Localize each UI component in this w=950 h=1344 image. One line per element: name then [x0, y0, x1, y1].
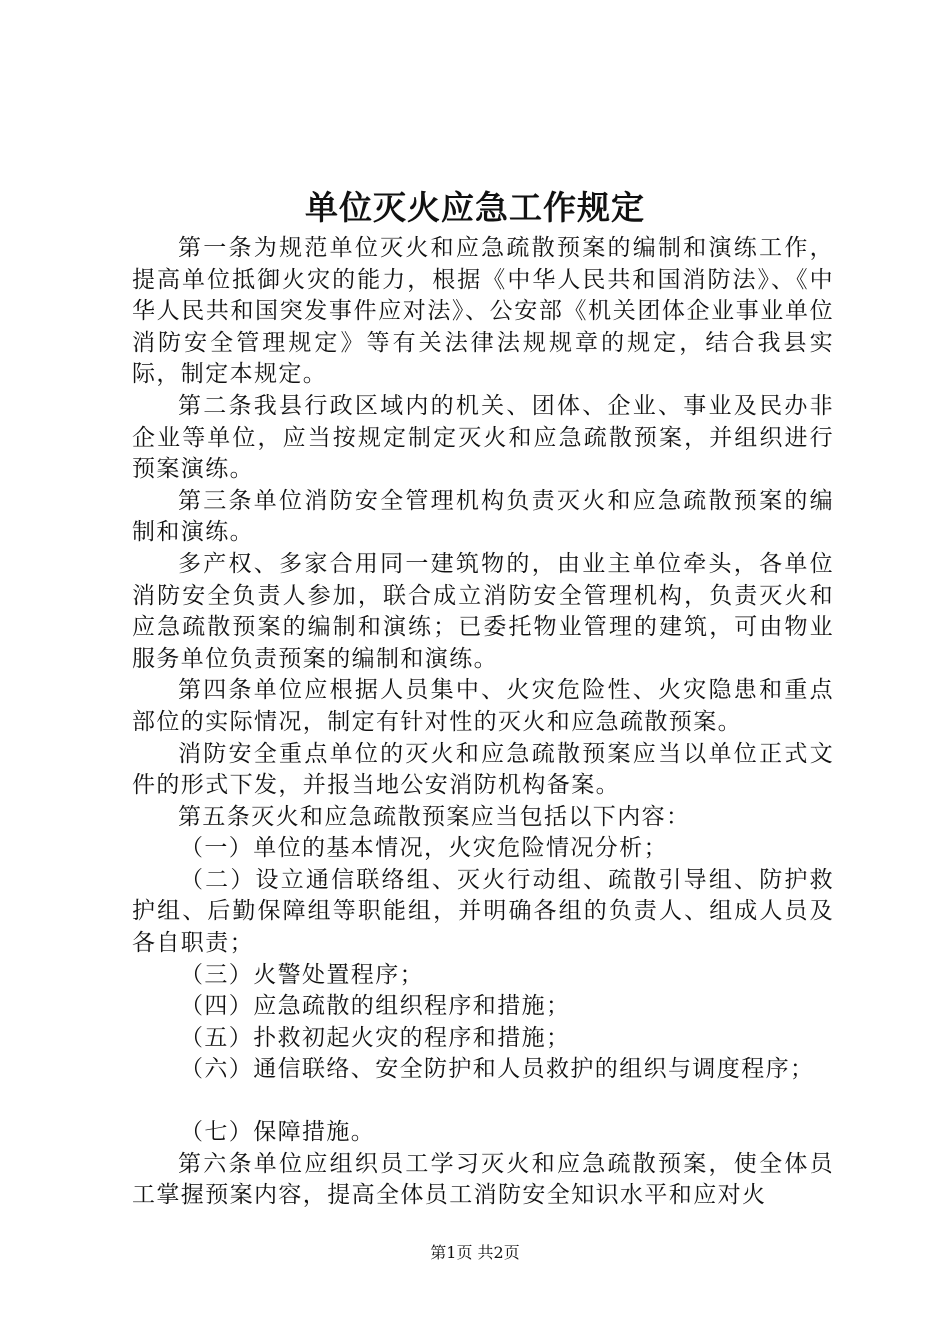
multi-owner-paragraph: 多产权、多家合用同一建筑物的，由业主单位牵头，各单位消防安全负责人参加，联合成立消防安全管理机构，负责灭火和应急疏散预案的编制和演练；已委托物业管理的建筑，可由物业服务单位负责预案的编制和演练。 — [132, 550, 834, 672]
document-body — [132, 233, 834, 1212]
page-number-footer: 第1页 共2页 — [430, 1243, 520, 1262]
list-item-6: （六）通信联络、安全防护和人员救护的组织与调度程序； — [180, 1056, 815, 1083]
list-item-4: （四）应急疏散的组织程序和措施； — [180, 993, 571, 1020]
list-item-3: （三）火警处置程序； — [180, 961, 424, 988]
key-unit-paragraph: 消防安全重点单位的灭火和应急疏散预案应当以单位正式文件的形式下发，并报当地公安消防机构备案。 — [132, 740, 834, 799]
article-6-paragraph: 第六条单位应组织员工学习灭火和应急疏散预案，使全体员工掌握预案内容，提高全体员工消防安全知识水平和应对火 — [132, 1150, 834, 1209]
article-2-paragraph: 第二条我县行政区域内的机关、团体、企业、事业及民办非企业等单位，应当按规定制定灭火和应急疏散预案，并组织进行预案演练。 — [132, 392, 834, 483]
article-5-paragraph: 第五条灭火和应急疏散预案应当包括以下内容： — [178, 803, 691, 830]
document-title: 单位灭火应急工作规定 — [305, 188, 645, 227]
list-item-2: （二）设立通信联络组、灭火行动组、疏散引导组、防护救护组、后勤保障组等职能组，并明确各组的负责人、组成人员及各自职责； — [132, 866, 834, 957]
list-item-1: （一）单位的基本情况，火灾危险情况分析； — [180, 835, 668, 862]
article-1-paragraph: 第一条为规范单位灭火和应急疏散预案的编制和演练工作，提高单位抵御火灾的能力，根据《中华人民共和国消防法》、《中华人民共和国突发事件应对法》、公安部《机关团体企业事业单位消防安全管理规定》等有关法律法规规章的规定，结合我县实际，制定本规定。 — [132, 235, 834, 388]
article-4-paragraph: 第四条单位应根据人员集中、火灾危险性、火灾隐患和重点部位的实际情况，制定有针对性的灭火和应急疏散预案。 — [132, 677, 834, 735]
list-item-7: （七）保障措施。 — [180, 1119, 376, 1146]
article-3-paragraph: 第三条单位消防安全管理机构负责灭火和应急疏散预案的编制和演练。 — [132, 487, 834, 546]
list-item-5: （五）扑救初起火灾的程序和措施； — [180, 1024, 571, 1051]
